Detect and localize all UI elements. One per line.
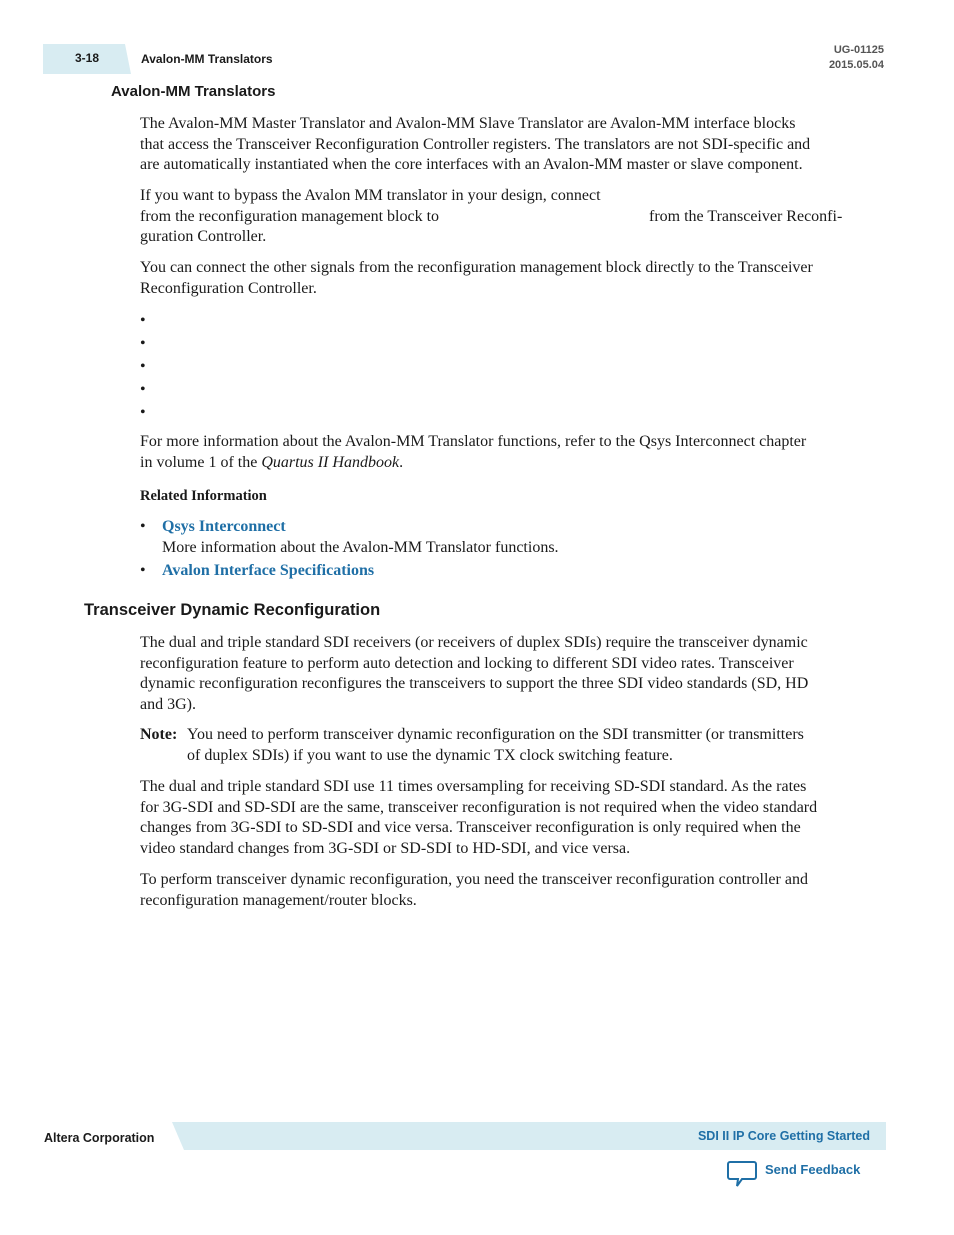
text-line: For more information about the Avalon-MM Translator functions, refer to the Qsys Interconnect chapter (140, 433, 807, 450)
bullet-marker: • (140, 518, 146, 535)
document-id-block (829, 43, 884, 73)
book-title: Quartus II Handbook (261, 453, 400, 471)
note-label: Note: (140, 726, 178, 743)
document-date: 2015.05.04 (828, 59, 884, 71)
text-line: video standard changes from 3G-SDI or SD-SDI to HD-SDI, and vice versa. (140, 839, 631, 857)
footer-company: Altera Corporation (44, 1131, 155, 1145)
text-line: and 3G). (140, 695, 196, 713)
text-line (140, 207, 870, 228)
speech-bubble-icon[interactable] (727, 1160, 757, 1188)
text-line: for 3G-SDI and SD-SDI are the same, transceiver reconfiguration is not required when the video standard (140, 798, 818, 816)
text-line: guration Controller. (140, 228, 267, 245)
paragraph-more-information (140, 432, 870, 473)
text-line: You need to perform transceiver dynamic reconfiguration on the SDI transmitter (or transmitters (187, 726, 804, 743)
running-title: Avalon-MM Translators (141, 52, 273, 66)
note-body (187, 725, 870, 766)
text-fragment: in volume 1 of the (140, 453, 262, 471)
section-heading-transceiver-dynamic-reconfiguration: Transceiver Dynamic Reconfiguration (84, 601, 381, 619)
footer-guide-title[interactable]: SDI II IP Core Getting Started (697, 1129, 870, 1143)
text-line: You can connect the other signals from the reconfiguration management block directly to the Transceiver (140, 259, 813, 276)
text-line: The dual and triple standard SDI use 11 times oversampling for receiving SD-SDI standard. As the rates (140, 778, 807, 795)
text-line: changes from 3G-SDI to SD-SDI and vice versa. Transceiver reconfiguration is only required when the (140, 819, 801, 836)
paragraph-perform-reconfiguration (140, 870, 870, 911)
document-id: UG-01125 (833, 44, 884, 56)
bullet-marker: • (140, 404, 146, 421)
text-fragment: . (399, 453, 404, 471)
text-line: The dual and triple standard SDI receivers (or receivers of duplex SDIs) require the transceiver dynamic (140, 634, 808, 651)
bullet-marker: • (140, 335, 146, 352)
text-line: The Avalon-MM Master Translator and Avalon-MM Slave Translator are Avalon-MM interface blocks (140, 115, 796, 132)
related-item-content (162, 517, 559, 558)
related-item-description: More information about the Avalon-MM Translator functions. (162, 538, 559, 556)
paragraph-other-signals (140, 258, 870, 299)
text-line: reconfiguration management/router blocks. (140, 891, 417, 909)
paragraph-bypass-translator (140, 186, 870, 248)
link-avalon-interface-specifications[interactable]: Avalon Interface Specifications (162, 562, 375, 579)
text-fragment: from the Transceiver Reconfi- (649, 207, 843, 225)
text-fragment: from the reconfiguration management block to (140, 207, 440, 225)
text-line: dynamic reconfiguration reconfigures the transceivers to support the three SDI video standards (SD, HD (140, 675, 809, 692)
link-qsys-interconnect[interactable]: Qsys Interconnect (162, 518, 286, 535)
text-line: that access the Transceiver Reconfiguration Controller registers. The translators are not SDI-specific and (140, 135, 811, 153)
bullet-marker: • (140, 312, 146, 329)
bullet-marker: • (140, 381, 146, 398)
text-line: Reconfiguration Controller. (140, 279, 317, 297)
text-line: of duplex SDIs) if you want to use the dynamic TX clock switching feature. (187, 746, 673, 764)
bullet-marker: • (140, 358, 146, 375)
paragraph-oversampling (140, 777, 870, 859)
text-line (140, 453, 870, 474)
related-information-heading: Related Information (140, 488, 267, 504)
text-line: To perform transceiver dynamic reconfiguration, you need the transceiver reconfiguration controller and (140, 871, 808, 888)
paragraph-translators-intro (140, 114, 870, 176)
text-line: reconfiguration feature to perform auto detection and locking to different SDI video rates. Transceiver (140, 654, 794, 672)
bullet-marker: • (140, 562, 146, 579)
send-feedback-link[interactable]: Send Feedback (765, 1162, 861, 1177)
text-line: are automatically instantiated when the core interfaces with an Avalon-MM master or slave component. (140, 156, 803, 173)
related-item-content (162, 561, 374, 582)
page-number: 3-18 (75, 51, 100, 65)
text-line: If you want to bypass the Avalon MM translator in your design, connect (140, 187, 601, 204)
section-heading-avalon-mm-translators: Avalon-MM Translators (111, 83, 276, 100)
paragraph-reconfiguration-intro (140, 633, 870, 715)
